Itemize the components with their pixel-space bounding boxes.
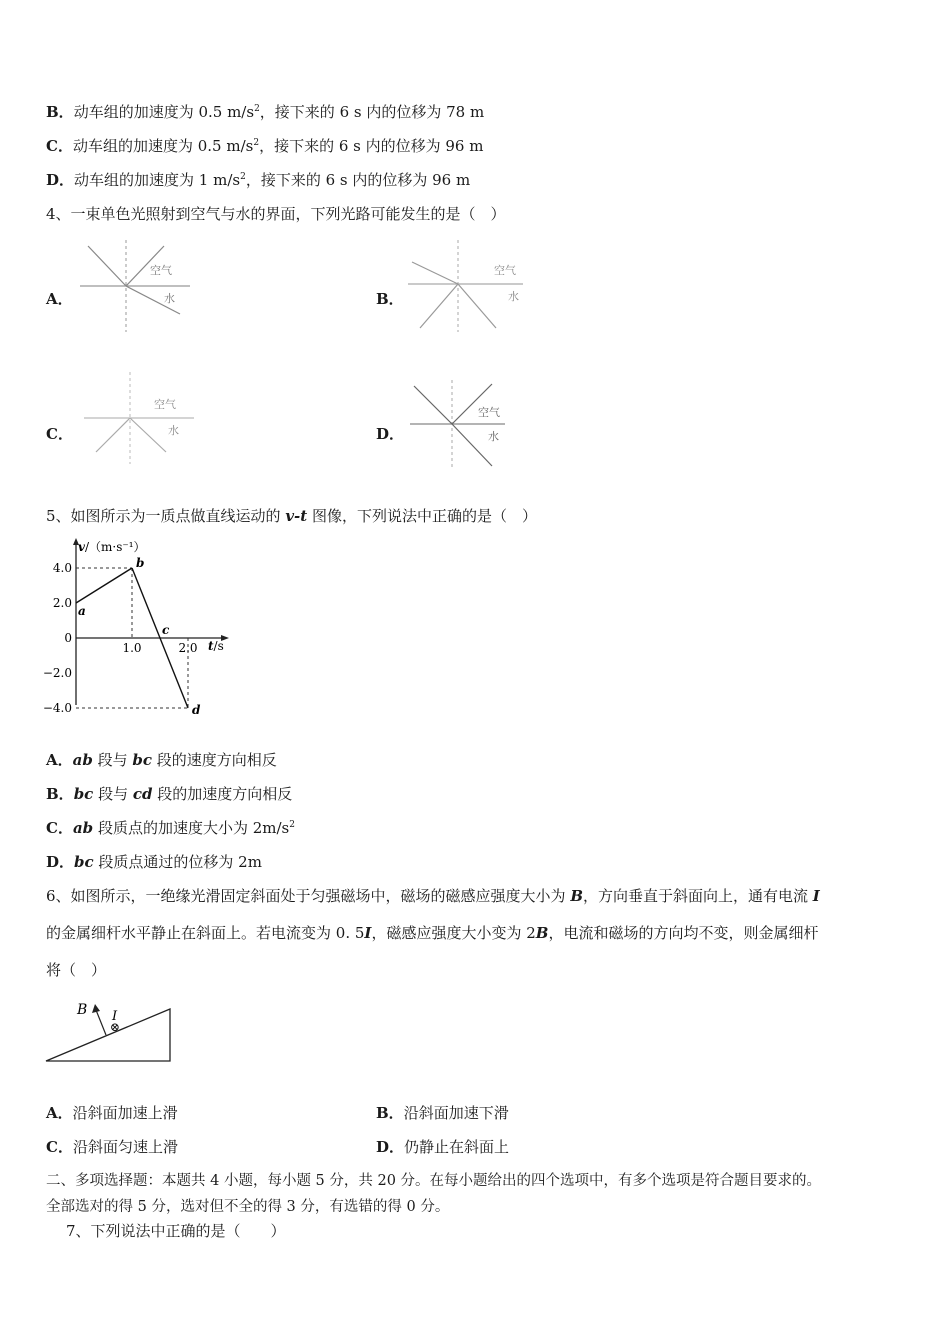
q4-option-d-label: D． bbox=[376, 425, 405, 443]
air-label: 空气 bbox=[478, 406, 500, 419]
vt-graph bbox=[40, 535, 240, 720]
option-label: B． bbox=[376, 1104, 404, 1122]
q6-stem-line1 bbox=[46, 886, 820, 906]
q4-stem: 4、一束单色光照射到空气与水的界面，下列光路可能发生的是（ ） bbox=[46, 205, 506, 223]
vt-segment bbox=[76, 568, 132, 603]
vt-segment bbox=[132, 568, 160, 638]
option-text: 段与 bbox=[92, 751, 133, 769]
q6-option-a bbox=[46, 1103, 178, 1123]
option-text: 段的速度方向相反 bbox=[152, 751, 277, 769]
q4-diagram-c bbox=[84, 372, 194, 464]
q3-option-c bbox=[46, 136, 483, 156]
point-label: b bbox=[136, 556, 145, 570]
field-arrow bbox=[96, 1010, 106, 1035]
option-label: A． bbox=[46, 751, 73, 769]
q4-option-c-label: C． bbox=[46, 425, 73, 443]
option-text: ，接下来的 6 s 内的位移为 96 m bbox=[245, 171, 471, 189]
q6-stem-line2 bbox=[46, 923, 818, 943]
option-italic: bc bbox=[132, 751, 153, 769]
stem-text: 5、如图所示为一质点做直线运动的 bbox=[46, 507, 286, 525]
air-label: 空气 bbox=[494, 264, 516, 277]
incline-diagram bbox=[44, 998, 174, 1064]
y-axis-unit: /（m·s⁻¹） bbox=[84, 540, 146, 554]
option-text: 段的加速度方向相反 bbox=[152, 785, 293, 803]
stem-italic: I bbox=[364, 924, 372, 942]
option-label: A． bbox=[46, 1104, 73, 1122]
y-axis-var: v bbox=[78, 540, 85, 554]
q6-option-c bbox=[46, 1137, 178, 1157]
option-italic: bc bbox=[74, 853, 94, 871]
superscript: 2 bbox=[254, 104, 260, 114]
stem-text: ，方向垂直于斜面向上，通有电流 bbox=[583, 887, 813, 905]
q5-option-d bbox=[46, 852, 262, 872]
point-label: a bbox=[78, 604, 86, 618]
q5-stem bbox=[46, 506, 537, 526]
option-italic: ab bbox=[72, 751, 93, 769]
stem-text: 6、如图所示，一绝缘光滑固定斜面处于匀强磁场中，磁场的磁感应强度大小为 bbox=[46, 887, 571, 905]
superscript: 2 bbox=[289, 820, 295, 830]
q7-stem: 7、下列说法中正确的是（ ） bbox=[66, 1222, 286, 1240]
field-b-label: B bbox=[77, 1002, 88, 1018]
superscript: 2 bbox=[240, 172, 246, 182]
option-label: C． bbox=[46, 137, 73, 155]
option-text: ，接下来的 6 s 内的位移为 78 m bbox=[259, 103, 485, 121]
water-label: 水 bbox=[164, 292, 175, 305]
stem-italic: v-t bbox=[285, 507, 308, 525]
option-text: 段质点的加速度大小为 2m/s bbox=[93, 819, 290, 837]
y-tick-label: 4.0 bbox=[52, 561, 72, 575]
q4-option-b-label: B． bbox=[376, 290, 404, 308]
incline-triangle bbox=[46, 1009, 170, 1061]
option-label: D． bbox=[46, 853, 75, 871]
air-label: 空气 bbox=[154, 398, 176, 411]
q5-option-a bbox=[46, 750, 277, 770]
stem-italic: B bbox=[570, 887, 584, 905]
field-arrowhead bbox=[92, 1004, 100, 1013]
option-text: 沿斜面加速上滑 bbox=[72, 1104, 178, 1122]
stem-text: ，磁感应强度大小变为 2 bbox=[371, 924, 536, 942]
current-cross-symbol: ⊗ bbox=[110, 1020, 121, 1034]
option-italic: ab bbox=[72, 819, 94, 837]
current-i-label: I bbox=[112, 1009, 118, 1024]
stem-text: 的金属细杆水平静止在斜面上。若电流变为 0. 5 bbox=[46, 924, 365, 942]
option-text: 动车组的加速度为 0.5 m/s bbox=[72, 137, 254, 155]
option-label: D． bbox=[376, 1138, 405, 1156]
q6-stem-line3: 将（ ） bbox=[46, 961, 107, 979]
option-text: ，接下来的 6 s 内的位移为 96 m bbox=[259, 137, 484, 155]
section2-heading-line1: 二、多项选择题：本题共 4 小题，每小题 5 分，共 20 分。在每小题给出的四个选项中，有多个选项是符合题目要求的。 bbox=[46, 1173, 822, 1189]
option-text: 动车组的加速度为 0.5 m/s bbox=[73, 103, 255, 121]
section2-heading-line2: 全部选对的得 5 分，选对但不全的得 3 分，有选错的得 0 分。 bbox=[46, 1199, 450, 1215]
q6-option-b bbox=[376, 1103, 509, 1123]
option-text: 沿斜面匀速上滑 bbox=[72, 1138, 178, 1156]
stem-text: ，电流和磁场的方向均不变，则金属细杆 bbox=[548, 924, 819, 942]
air-label: 空气 bbox=[150, 264, 172, 277]
y-tick-label: −4.0 bbox=[42, 701, 72, 715]
q4-diagram-a bbox=[80, 240, 190, 332]
q4-diagram-d bbox=[410, 380, 505, 468]
x-axis-label bbox=[208, 639, 224, 653]
option-text: 仍静止在斜面上 bbox=[404, 1138, 510, 1156]
q4-option-a-label: A． bbox=[46, 290, 73, 308]
x-axis-unit: /s bbox=[213, 639, 224, 653]
superscript: 2 bbox=[253, 138, 260, 148]
x-tick-label: 2.0 bbox=[178, 641, 198, 655]
y-tick-label: −2.0 bbox=[42, 666, 72, 680]
q5-option-b bbox=[46, 784, 292, 804]
option-label: C． bbox=[46, 1138, 73, 1156]
option-label: D． bbox=[46, 171, 75, 189]
option-italic: bc bbox=[73, 785, 94, 803]
option-text: 段质点通过的位移为 2m bbox=[93, 853, 262, 871]
stem-text: 图像，下列说法中正确的是（ ） bbox=[307, 507, 537, 525]
q6-option-d bbox=[376, 1137, 509, 1157]
water-label: 水 bbox=[168, 424, 179, 437]
point-label: d bbox=[192, 703, 201, 717]
q3-option-b bbox=[46, 102, 484, 122]
x-axis-var: t bbox=[208, 639, 214, 653]
point-label: c bbox=[162, 623, 170, 637]
water-label: 水 bbox=[488, 430, 499, 443]
x-tick-label: 1.0 bbox=[122, 641, 142, 655]
q5-option-c bbox=[46, 818, 295, 838]
option-italic: cd bbox=[132, 785, 153, 803]
option-text: 沿斜面加速下滑 bbox=[403, 1104, 509, 1122]
q4-diagram-b bbox=[408, 240, 523, 332]
option-label: B． bbox=[46, 103, 74, 121]
option-text: 段与 bbox=[93, 785, 133, 803]
option-text: 动车组的加速度为 1 m/s bbox=[74, 171, 241, 189]
water-label: 水 bbox=[508, 290, 519, 303]
option-label: C． bbox=[46, 819, 73, 837]
y-tick-label: 0 bbox=[64, 631, 72, 645]
stem-italic: B bbox=[535, 924, 549, 942]
y-axis-label bbox=[78, 540, 146, 554]
option-label: B． bbox=[46, 785, 74, 803]
stem-italic: I bbox=[812, 887, 820, 905]
q3-option-d bbox=[46, 170, 470, 190]
y-tick-label: 2.0 bbox=[52, 596, 72, 610]
